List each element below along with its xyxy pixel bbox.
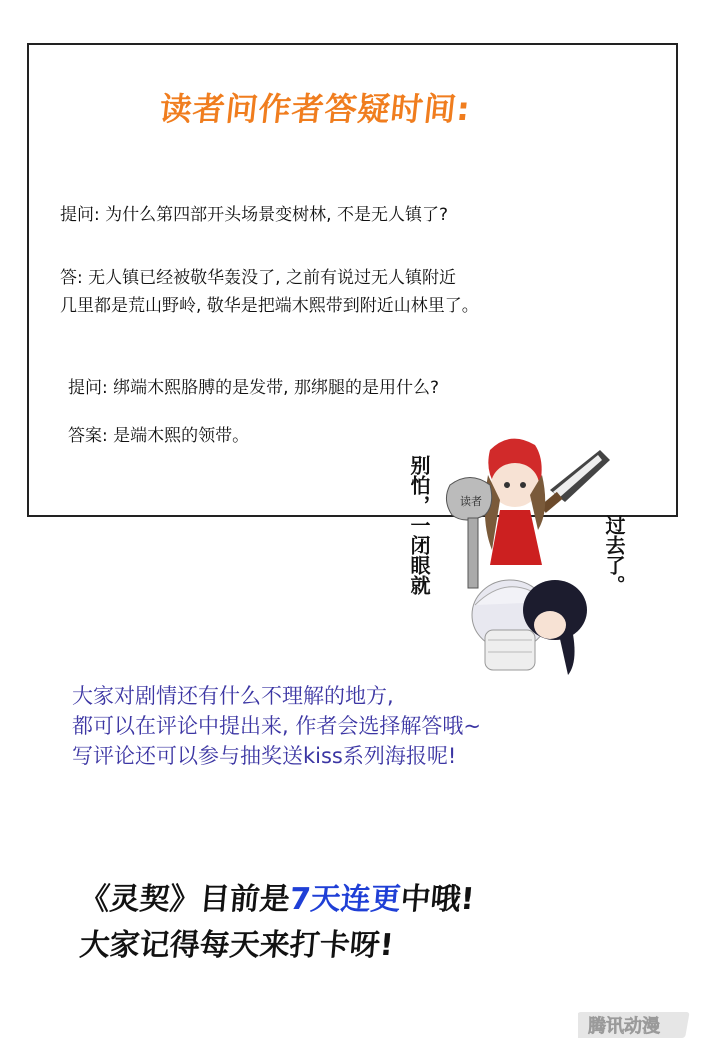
speech-right: 过去了。 xyxy=(602,515,626,595)
reader-figure xyxy=(485,439,545,565)
watermark-text: 腾讯动漫 xyxy=(588,1016,660,1037)
qa-question-1: 提问: 为什么第四部开头场景变树林, 不是无人镇了? xyxy=(60,205,448,225)
promo-text-1: 《灵契》目前是 xyxy=(78,882,292,917)
promo-line-1 xyxy=(78,874,476,918)
promo-highlight: 7天连更 xyxy=(288,882,403,917)
qa-answer-2: 答案: 是端木熙的领带。 xyxy=(68,426,250,446)
qa-answer-1-line-1: 答: 无人镇已经被敬华轰没了, 之前有说过无人镇附近 xyxy=(60,268,456,288)
knife-icon xyxy=(540,450,610,513)
note-line-1: 大家对剧情还有什么不理解的地方, xyxy=(72,684,394,708)
promo-text-2: 中哦! xyxy=(399,882,476,917)
promo-line-2: 大家记得每天来打卡呀! xyxy=(78,928,395,963)
qa-question-2: 提问: 绑端木熙胳膊的是发带, 那绑腿的是用什么? xyxy=(68,378,439,398)
qa-title: 读者问作者答疑时间: xyxy=(157,90,473,128)
speech-left: 别怕，一闭眼就 xyxy=(407,455,431,595)
front-figures xyxy=(472,580,587,675)
qa-answer-1-line-2: 几里都是荒山野岭, 敬华是把端木熙带到附近山林里了。 xyxy=(60,296,479,316)
sign-text: 读者 xyxy=(460,495,482,508)
chibi-illustration xyxy=(430,430,610,675)
reader-sign xyxy=(446,478,491,589)
note-line-2: 都可以在评论中提出来, 作者会选择解答哦~ xyxy=(72,714,481,738)
note-line-3: 写评论还可以参与抽奖送kiss系列海报呢! xyxy=(72,744,457,768)
watermark-logo xyxy=(578,1010,690,1040)
